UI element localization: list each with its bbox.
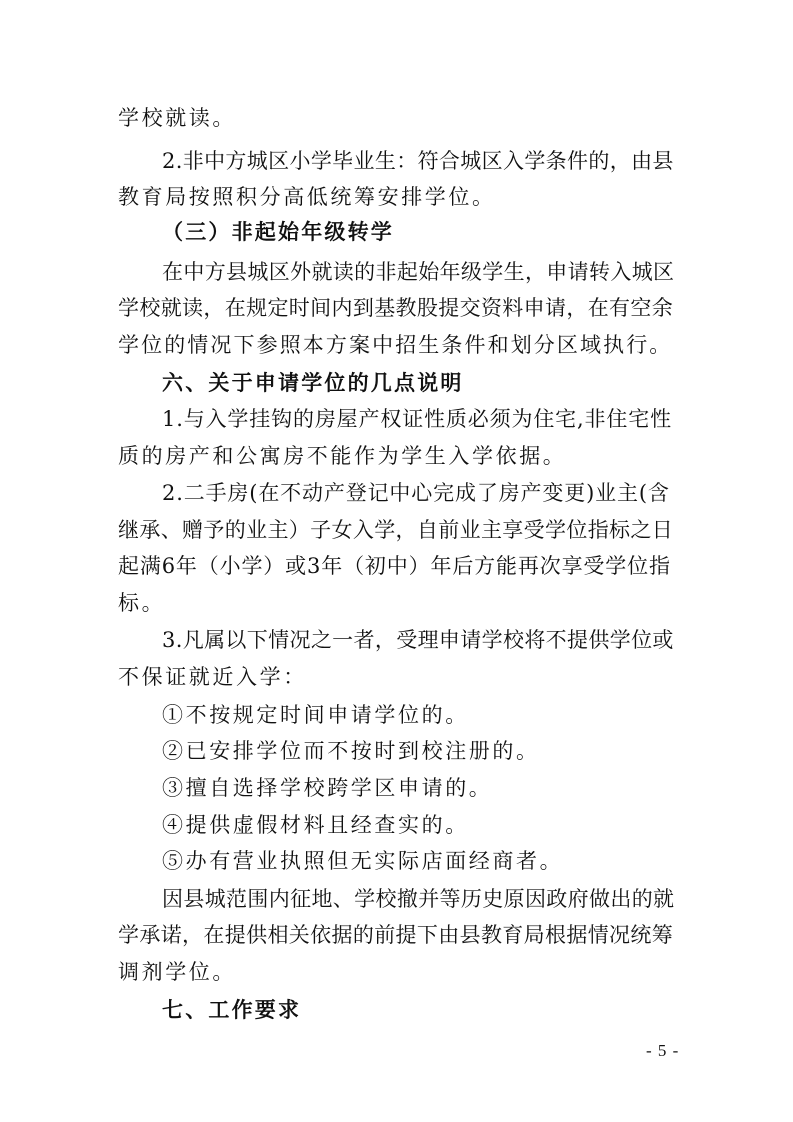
text-line: 2.非中方城区小学毕业生：符合城区入学条件的，由县 [162, 149, 674, 173]
text-line: 因县城范围内征地、学校撤并等历史原因政府做出的就 [162, 887, 675, 911]
list-item: ③擅自选择学校跨学区申请的。 [162, 776, 493, 800]
text-line: 质的房产和公寓房不能作为学生入学依据。 [118, 444, 567, 468]
list-item: ①不按规定时间申请学位的。 [162, 703, 469, 727]
text-line: 3.凡属以下情况之一者，受理申请学校将不提供学位或 [162, 628, 674, 652]
text-line: 学校就读，在规定时间内到基教股提交资料申请，在有空余 [118, 296, 674, 320]
text-line: 不保证就近入学： [118, 665, 307, 689]
text-line: 学承诺，在提供相关依据的前提下由县教育局根据情况统筹 [118, 923, 674, 947]
list-item: ⑤办有营业执照但无实际店面经商者。 [162, 849, 564, 873]
text-line: 起满6年（小学）或3年（初中）年后方能再次享受学位指 [118, 554, 671, 578]
text-line: 学位的情况下参照本方案中招生条件和划分区域执行。 [118, 333, 673, 357]
section-heading: 六、关于申请学位的几点说明 [162, 371, 464, 395]
text-line: 在中方县城区外就读的非起始年级学生，申请转入城区 [162, 260, 675, 284]
section-heading: （三）非起始年级转学 [162, 220, 394, 244]
page-number: - 5 - [646, 1041, 680, 1060]
text-line: 继承、赠予的业主）子女入学，自前业主享受学位指标之日 [118, 518, 674, 542]
text-line: 标。 [118, 591, 166, 615]
text-line: 调剂学位。 [118, 960, 236, 984]
text-line: 1.与入学挂钩的房屋产权证性质必须为住宅,非住宅性 [162, 407, 672, 431]
list-item: ②已安排学位而不按时到校注册的。 [162, 739, 540, 763]
text-line: 2.二手房(在不动产登记中心完成了房产变更)业主(含 [162, 481, 670, 505]
section-heading: 七、工作要求 [162, 998, 302, 1022]
text-line: 教育局按照积分高低统筹安排学位。 [118, 185, 496, 209]
list-item: ④提供虚假材料且经查实的。 [162, 813, 469, 837]
text-line: 学校就读。 [118, 106, 236, 130]
